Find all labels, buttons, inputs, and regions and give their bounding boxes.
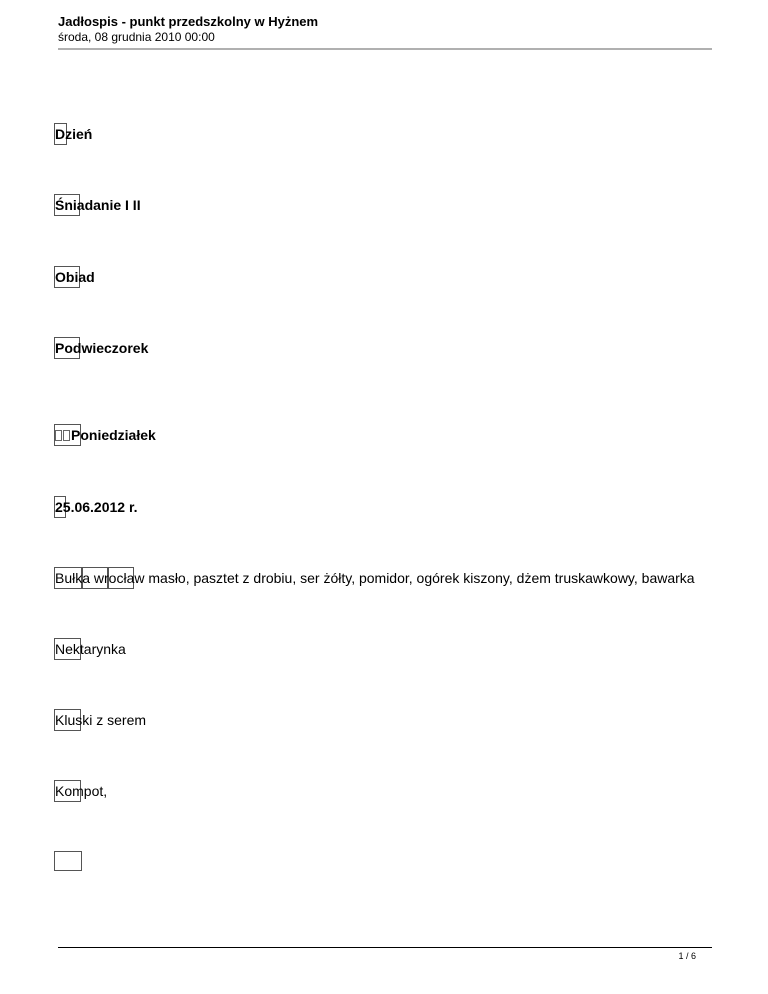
placeholder-glyph-icon — [63, 430, 70, 441]
document-title: Jadłospis - punkt przedszkolny w Hyżnem — [58, 14, 319, 29]
header-divider — [58, 48, 712, 50]
breakfast-cell: Bułka wrocław masło, pasztet z drobiu, ser żółty, pomidor, ogórek kiszony, dżem truskawkowy, bawarka — [55, 570, 695, 586]
page-header — [58, 14, 712, 45]
footer-divider — [58, 947, 712, 948]
date-cell: 25.06.2012 r. — [55, 499, 138, 515]
empty-cell-frame — [54, 851, 82, 871]
lunch-cell: Kluski z serem — [55, 712, 147, 728]
second-breakfast-cell: Nektarynka — [55, 641, 126, 657]
day-name: Poniedziałek — [71, 427, 156, 443]
column-header-day: Dzień — [55, 126, 93, 142]
day-cell — [55, 426, 156, 444]
page-number: 1 / 6 — [678, 951, 696, 961]
column-header-lunch: Obiad — [55, 269, 95, 285]
document-date: środa, 08 grudnia 2010 00:00 — [58, 30, 215, 44]
column-header-snack: Podwieczorek — [55, 340, 149, 356]
column-header-breakfast: Śniadanie I II — [55, 197, 141, 213]
placeholder-glyph-icon — [55, 430, 62, 441]
lunch-drink-cell: Kompot, — [55, 783, 108, 799]
